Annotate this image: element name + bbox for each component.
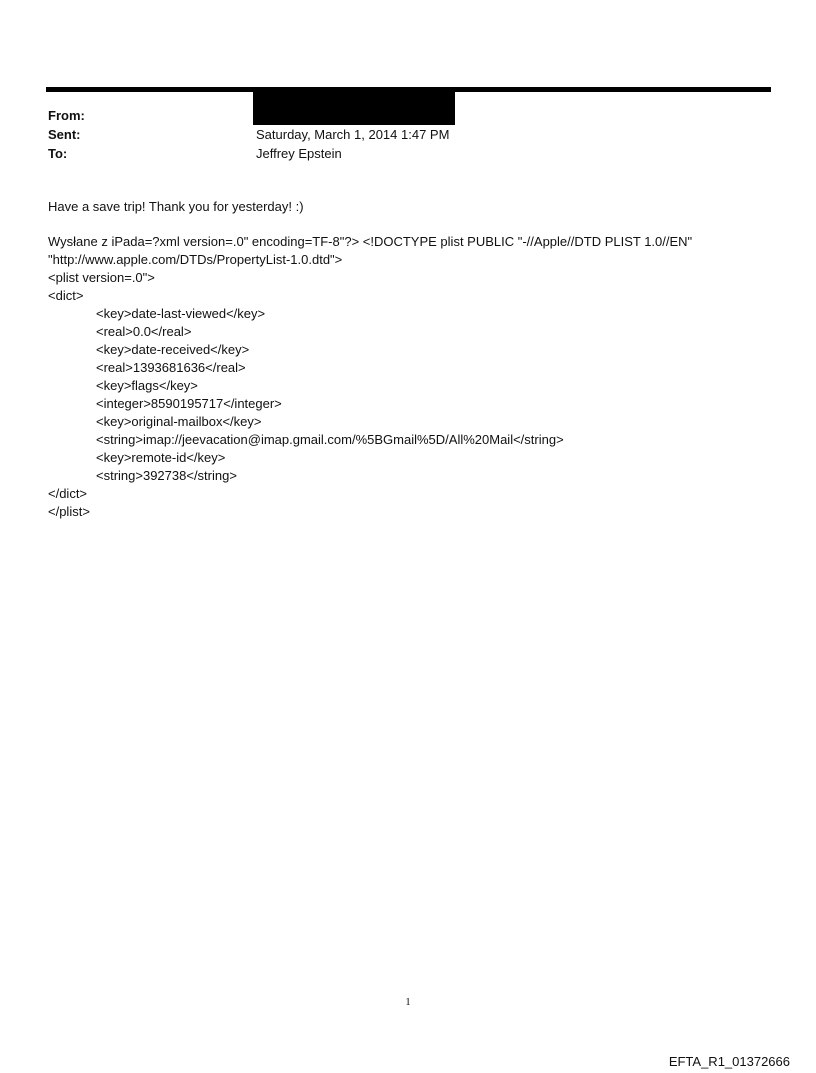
body-line: <key>flags</key> [96,378,198,393]
body-line: <dict> [48,288,84,303]
body-line: <real>1393681636</real> [96,360,246,375]
body-line: <real>0.0</real> [96,324,192,339]
to-value: Jeffrey Epstein [256,146,342,161]
bates-number: EFTA_R1_01372666 [668,1054,790,1069]
body-line: <key>remote-id</key> [96,450,226,465]
body-line: <key>original-mailbox</key> [96,414,262,429]
sent-value: Saturday, March 1, 2014 1:47 PM [256,127,450,142]
sent-label: Sent: [48,127,81,142]
body-line: "http://www.apple.com/DTDs/PropertyList-1.0.dtd"> [48,252,343,267]
page-number: 1 [405,996,411,1008]
body-line: <string>imap://jeevacation@imap.gmail.com/%5BGmail%5D/All%20Mail</string> [96,432,564,447]
redaction-box [253,92,455,125]
to-label: To: [48,146,68,161]
body-line: </plist> [48,504,90,519]
body-line: <string>392738</string> [96,468,237,483]
body-line: <plist version=.0"> [48,270,155,285]
body-line: <key>date-received</key> [96,342,250,357]
greeting-line: Have a save trip! Thank you for yesterday! :) [48,199,304,214]
body-line: <integer>8590195717</integer> [96,396,282,411]
body-line: </dict> [48,486,88,501]
body-line: Wysłane z iPada=?xml version=.0" encoding=TF-8"?> <!DOCTYPE plist PUBLIC "-//Apple//DTD PLIST 1.0//EN" [48,234,693,249]
from-label: From: [48,108,85,123]
body-line: <key>date-last-viewed</key> [96,306,266,321]
